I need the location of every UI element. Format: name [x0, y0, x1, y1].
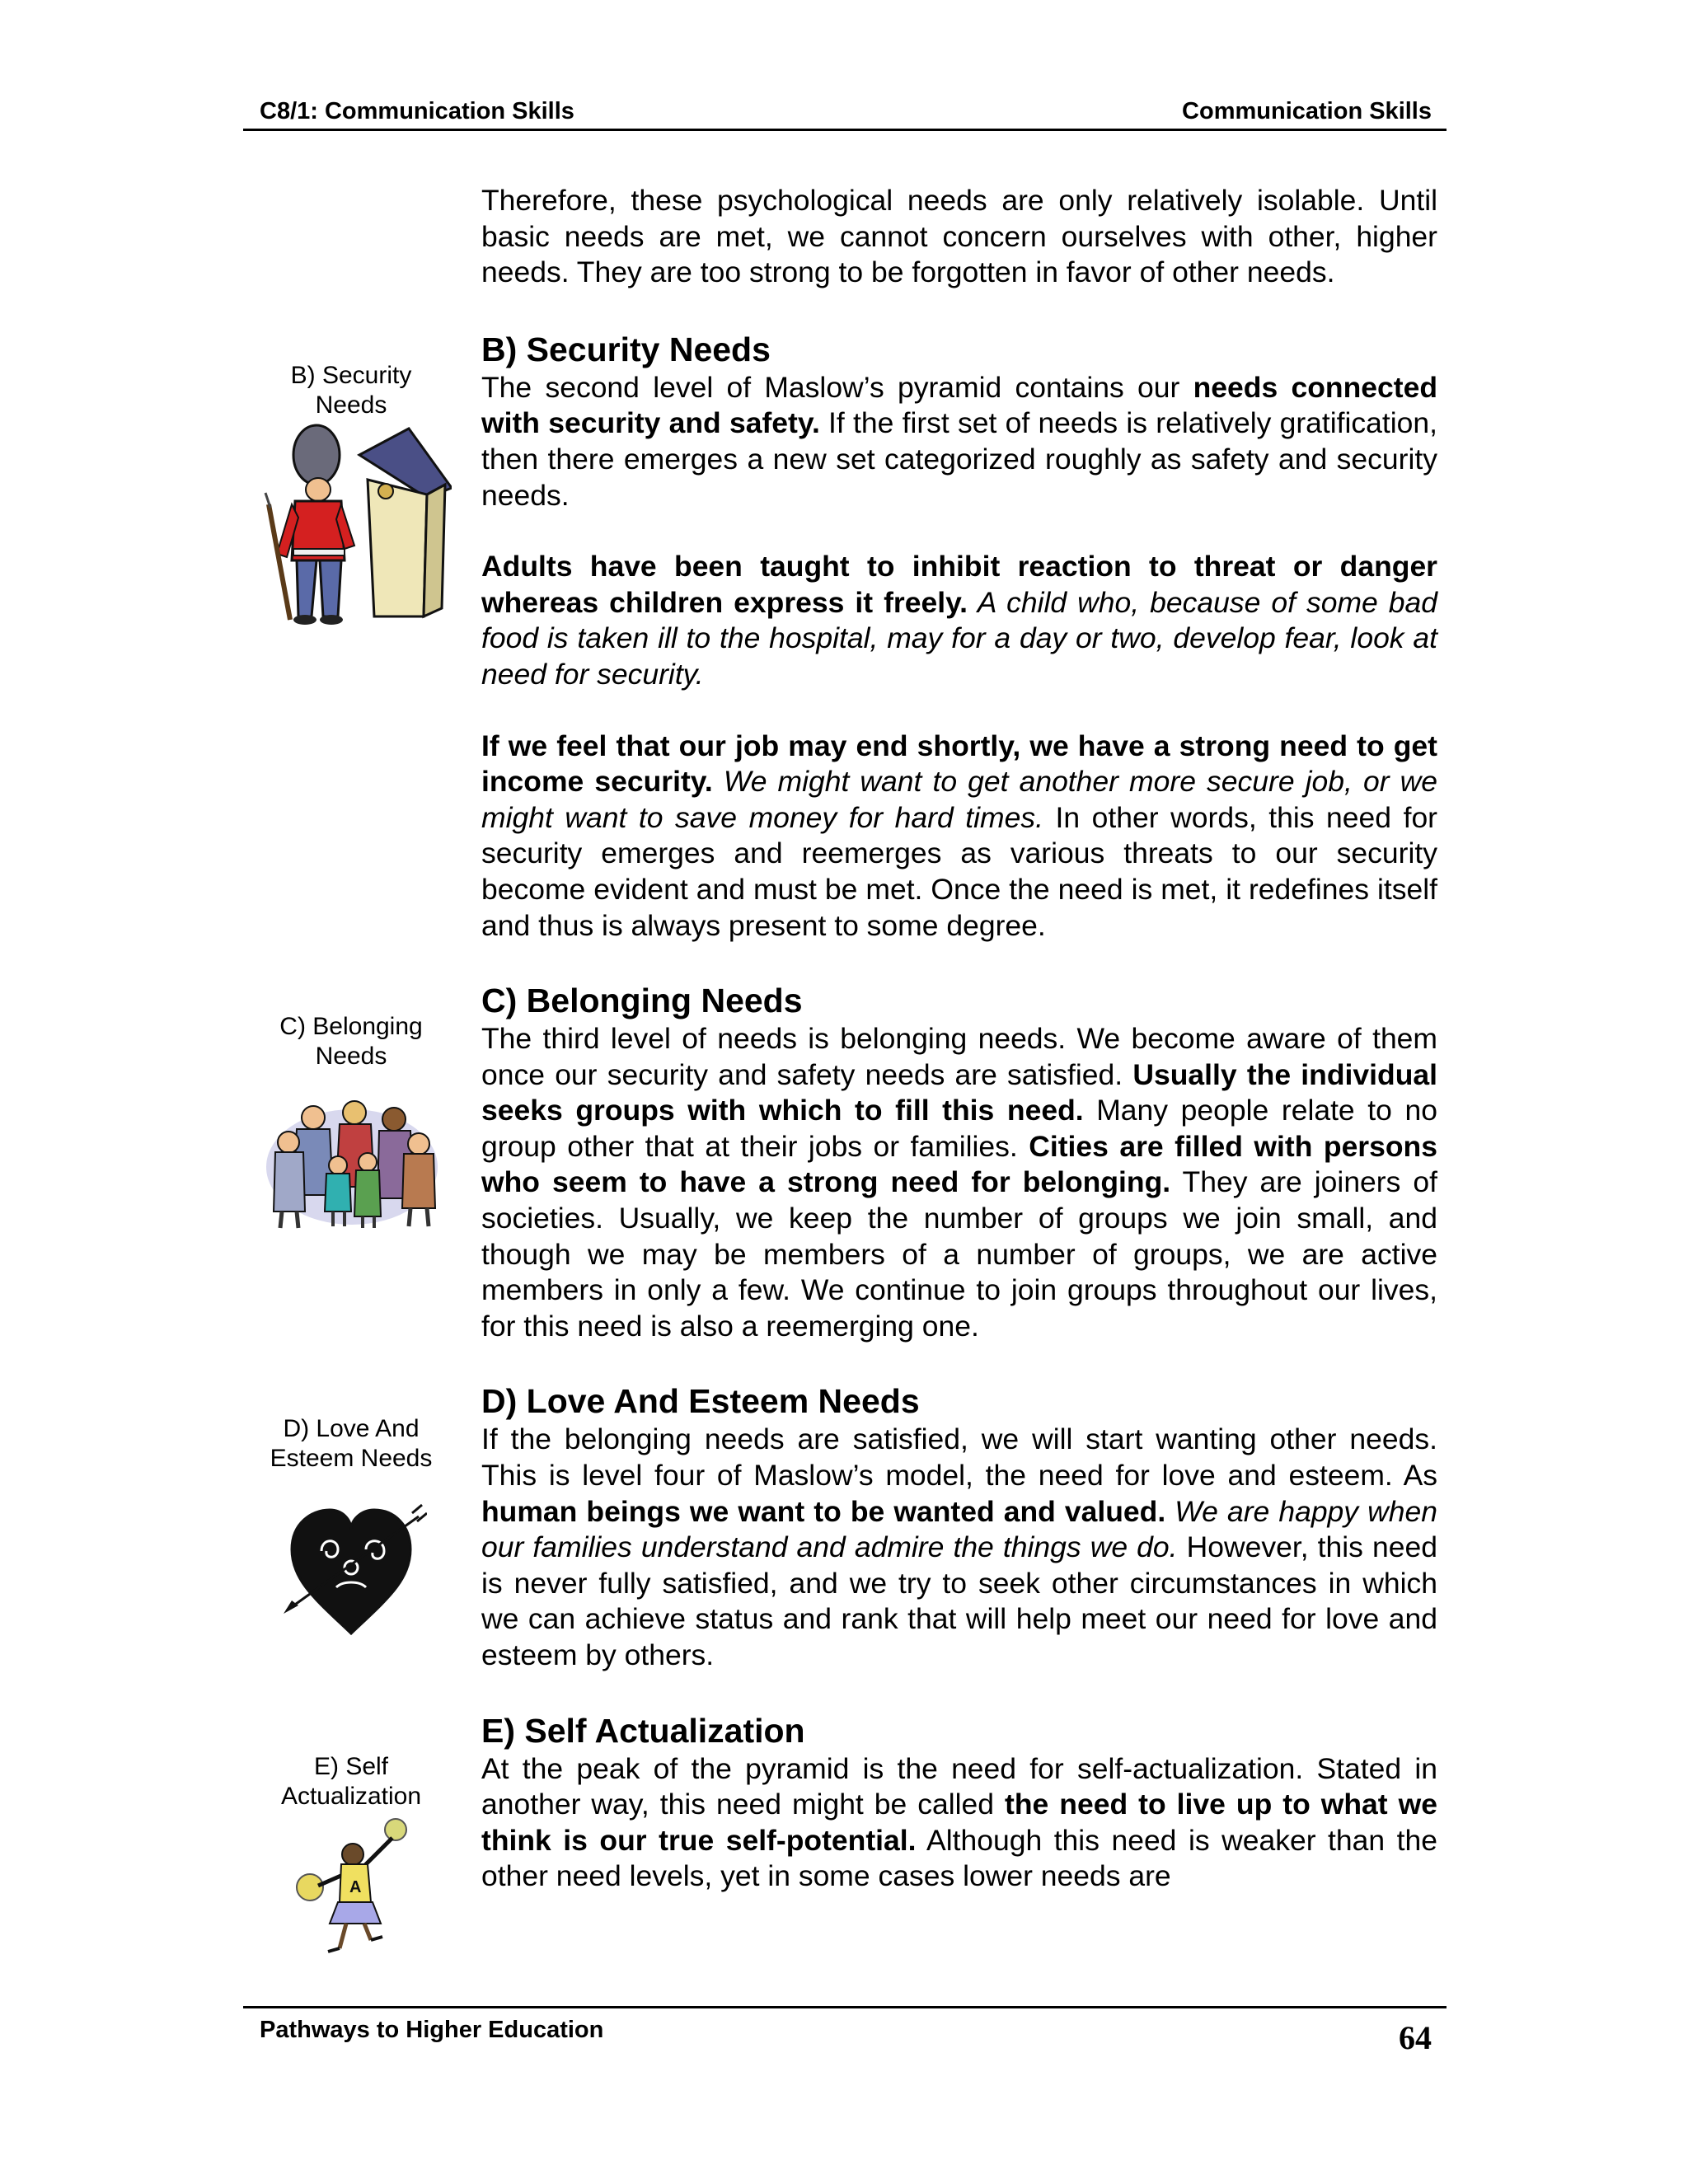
security-paragraph-2 — [481, 549, 1437, 692]
sidebar-label-love — [260, 1414, 442, 1474]
sidebar-label-line: Needs — [315, 1043, 387, 1070]
page-footer — [243, 2006, 1447, 2058]
text-run: Many people relate to no group other that at their jobs or families. — [481, 1094, 1437, 1163]
section-self-actualization — [481, 1710, 1437, 1895]
group-of-people-icon — [264, 1096, 440, 1231]
cheerleader-icon — [295, 1816, 407, 1957]
heart-arrow-icon — [284, 1502, 427, 1640]
text-run-bold: If we feel that our job may end shortly, we have a strong need to get income security. — [481, 729, 1437, 799]
text-run-bold: needs connected with security and safety. — [481, 370, 1438, 440]
section-security — [481, 329, 1437, 944]
text-run: They are joiners of societies. Usually, we keep the number of groups we join small, and though we may be members of a number of groups, we are active members in only a few. We continue to join groups throughout our lives, for this need is also a reemerging one. — [481, 1165, 1437, 1343]
section-belonging — [481, 980, 1437, 1344]
header-course-title: C8/1: Communication Skills — [260, 98, 574, 124]
section-heading-self-actualization: E) Self Actualization — [481, 1711, 805, 1750]
intro-paragraph: Therefore, these psychological needs are only relatively isolable. Until basic needs are met, we cannot concern ourselves with other, higher needs. They are too strong to be forgotten in favor of other needs. — [481, 184, 1437, 289]
sidebar-label-line: C) Belonging — [279, 1013, 423, 1040]
belonging-paragraph-1 — [481, 1021, 1437, 1344]
selfact-paragraph-1 — [481, 1751, 1437, 1895]
page-number: 64 — [1399, 2019, 1432, 2056]
text-run: If the belonging needs are satisfied, we will start wanting other needs. This is level four of Maslow’s model, the need for love and esteem. As — [481, 1422, 1437, 1493]
sidebar-label-belonging — [260, 1012, 442, 1071]
security-paragraph-3 — [481, 729, 1437, 944]
section-love-esteem — [481, 1380, 1437, 1673]
text-run-italic: A child who, because of some bad food is taken ill to the hospital, may for a day or two, develop fear, look at need for security. — [481, 585, 1438, 691]
text-run-bold: Adults have been taught to inhibit reaction to threat or danger whereas children express it freely. — [481, 550, 1437, 619]
sidebar-label-line: D) Love And — [283, 1415, 420, 1442]
love-paragraph-1 — [481, 1422, 1437, 1673]
sidebar-label-line: B) Security — [290, 362, 412, 389]
text-run-bold: human beings we want to be wanted and valued. — [481, 1494, 1166, 1528]
text-run: In other words, this need for security emerges and reemerges as various threats to our security become evident and must be met. Once the need is met, it redefines itself and thus is always present to some degree. — [481, 800, 1438, 942]
svg-text:A: A — [349, 1878, 362, 1896]
text-run-bold: the need to live up to what we think is our true self-potential. — [481, 1788, 1437, 1857]
text-run-bold: Usually the individual seeks groups with which to fill this need. — [481, 1057, 1437, 1127]
sidebar-label-security — [260, 361, 442, 420]
sidebar-label-self — [260, 1752, 442, 1811]
sidebar-label-line: Actualization — [280, 1783, 422, 1810]
main-text-column — [481, 183, 1437, 1895]
section-heading-security: B) Security Needs — [481, 330, 771, 368]
footer-publication-title: Pathways to Higher Education — [260, 2017, 604, 2043]
guard-sentry-box-icon — [262, 422, 452, 635]
text-run: If the first set of needs is relatively gratification, then there emerges a new set categorized roughly as safety and security needs. — [481, 406, 1437, 512]
text-run: Although this need is weaker than the other need levels, yet in some cases lower needs are — [481, 1823, 1438, 1893]
text-run: The third level of needs is belonging needs. We become aware of them once our security and safety needs are satisfied. — [481, 1022, 1437, 1091]
text-run-italic: We might want to get another more secure job, or we might want to save money for hard times. — [481, 765, 1437, 834]
sidebar-label-line: Needs — [315, 391, 387, 419]
section-heading-belonging: C) Belonging Needs — [481, 982, 803, 1020]
text-run-italic: We are happy when our families understand and admire the things we do. — [481, 1494, 1437, 1564]
security-paragraph-1 — [481, 370, 1437, 513]
text-run: At the peak of the pyramid is the need for self-actualization. Stated in another way, this need might be called — [481, 1751, 1437, 1821]
page-header — [243, 92, 1447, 131]
text-run-bold: Cities are filled with persons who seem to have a strong need for belonging. — [481, 1129, 1437, 1199]
text-run: The second level of Maslow’s pyramid contains our — [481, 370, 1193, 404]
sidebar-label-line: E) Self — [313, 1753, 389, 1780]
header-section-title: Communication Skills — [1182, 98, 1432, 124]
sidebar-label-line: Esteem Needs — [270, 1445, 433, 1472]
section-heading-love-esteem: D) Love And Esteem Needs — [481, 1382, 920, 1421]
text-run: However, this need is never fully satisfied, and we try to seek other circumstances in which we can achieve status and rank that will help meet our need for love and esteem by others. — [481, 1530, 1437, 1671]
